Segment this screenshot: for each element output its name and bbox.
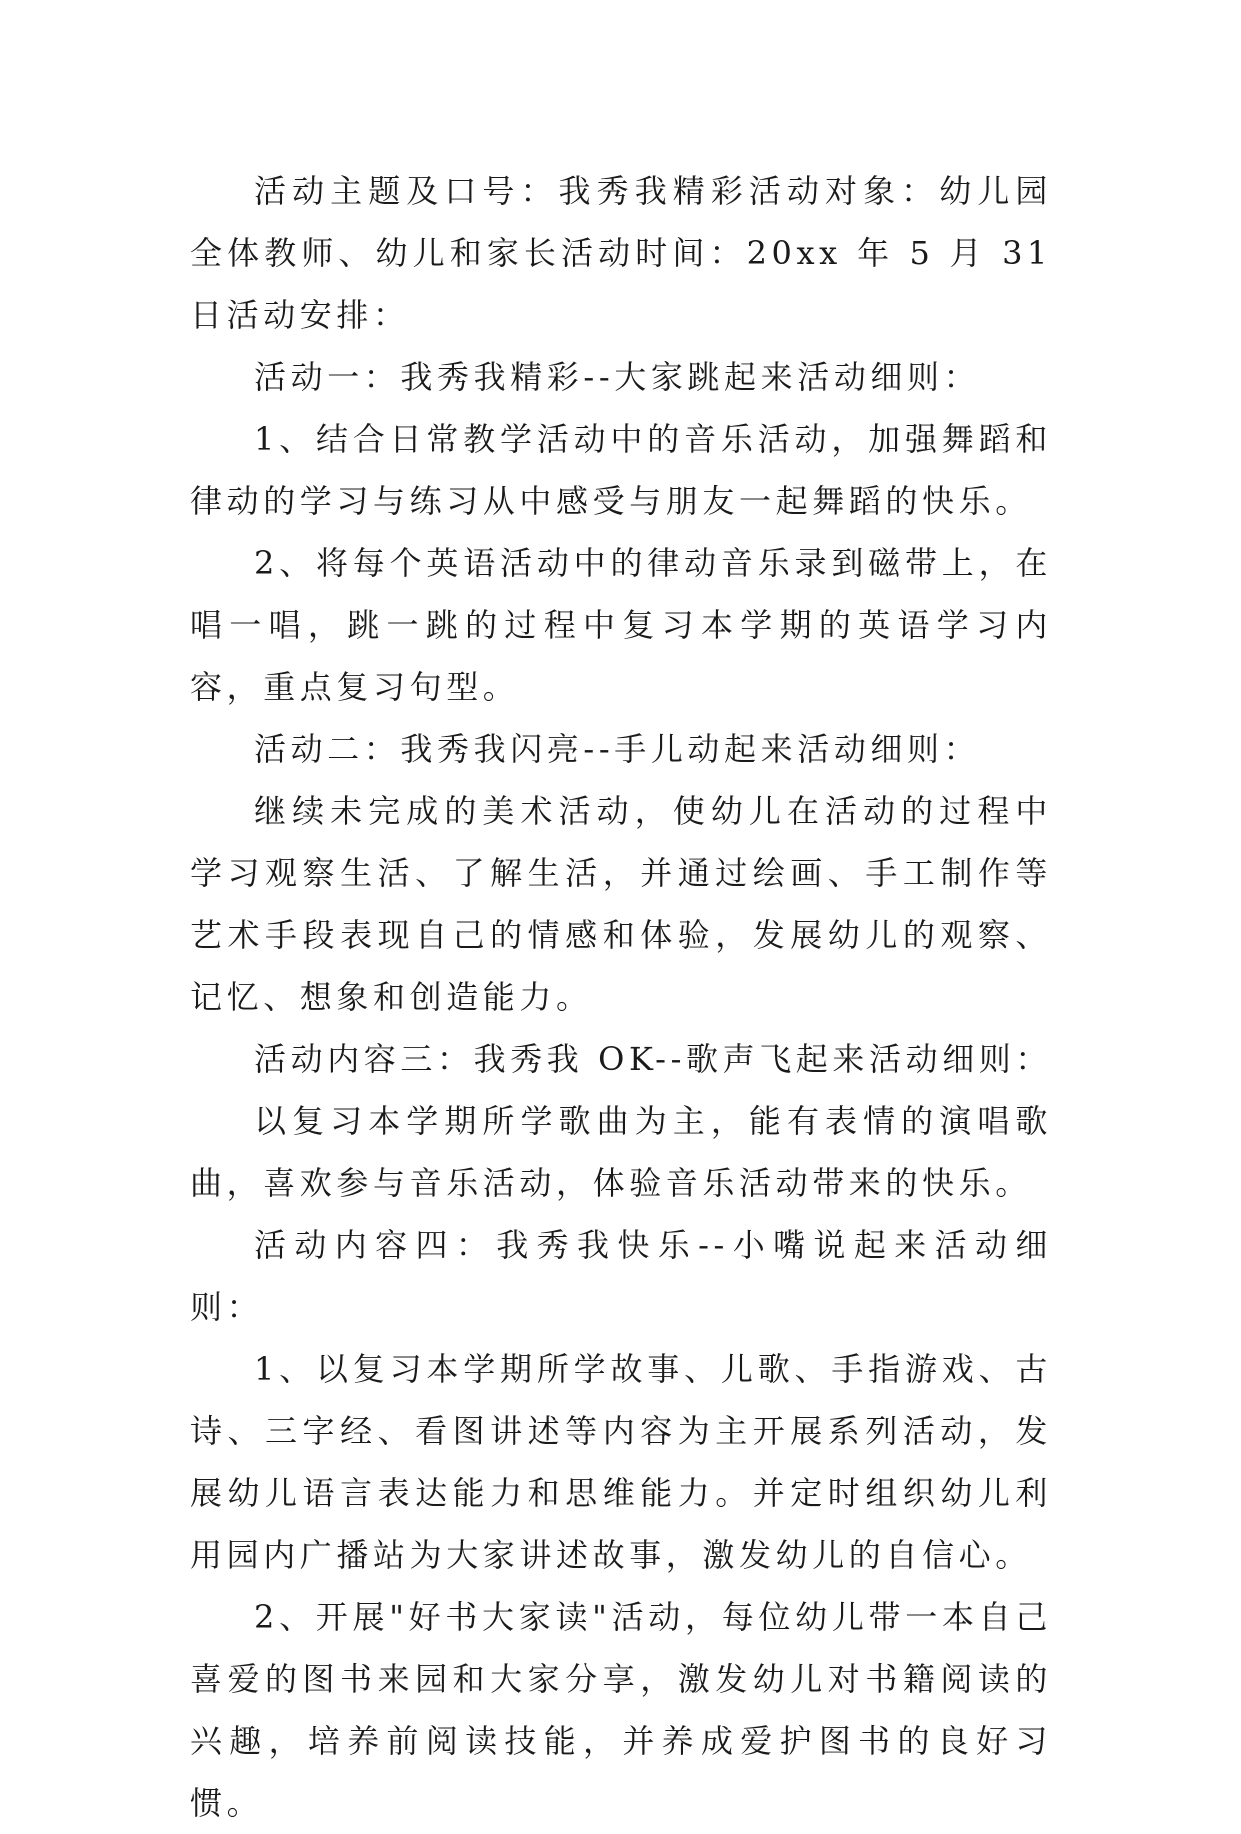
paragraph-activity-three-details: 以复习本学期所学歌曲为主，能有表情的演唱歌曲，喜欢参与音乐活动，体验音乐活动带来的快乐。 — [190, 1102, 1052, 1202]
paragraph-activity-one-item-1: 1、结合日常教学活动中的音乐活动，加强舞蹈和律动的学习与练习从中感受与朋友一起舞蹈的快乐。 — [190, 420, 1052, 520]
paragraph-activity-one-heading: 活动一：我秀我精彩--大家跳起来活动细则： — [254, 358, 981, 396]
paragraph-activity-four-item-1: 1、以复习本学期所学故事、儿歌、手指游戏、古诗、三字经、看图讲述等内容为主开展系列活动，发展幼儿语言表达能力和思维能力。并定时组织幼儿利用园内广播站为大家讲述故事，激发幼儿的自信心。 — [190, 1350, 1052, 1574]
paragraph-activity-two-heading: 活动二：我秀我闪亮--手儿动起来活动细则： — [254, 730, 981, 768]
document-page — [190, 160, 1052, 1834]
paragraph-activity-one-item-2: 2、将每个英语活动中的律动音乐录到磁带上，在唱一唱，跳一跳的过程中复习本学期的英语学习内容，重点复习句型。 — [190, 544, 1052, 706]
paragraph-activity-four-heading: 活动内容四：我秀我快乐--小嘴说起来活动细则： — [190, 1226, 1052, 1326]
paragraph-activity-two-details: 继续未完成的美术活动，使幼儿在活动的过程中学习观察生活、了解生活，并通过绘画、手工制作等艺术手段表现自己的情感和体验，发展幼儿的观察、记忆、想象和创造能力。 — [190, 792, 1052, 1016]
paragraph-activity-four-item-2: 2、开展"好书大家读"活动，每位幼儿带一本自己喜爱的图书来园和大家分享，激发幼儿对书籍阅读的兴趣，培养前阅读技能，并养成爱护图书的良好习惯。 — [190, 1598, 1052, 1822]
paragraph-activity-three-heading: 活动内容三：我秀我 OK--歌声飞起来活动细则： — [254, 1040, 1053, 1078]
paragraph-theme-and-schedule: 活动主题及口号：我秀我精彩活动对象：幼儿园全体教师、幼儿和家长活动时间：20xx 年 5 月 31 日活动安排： — [190, 172, 1052, 334]
